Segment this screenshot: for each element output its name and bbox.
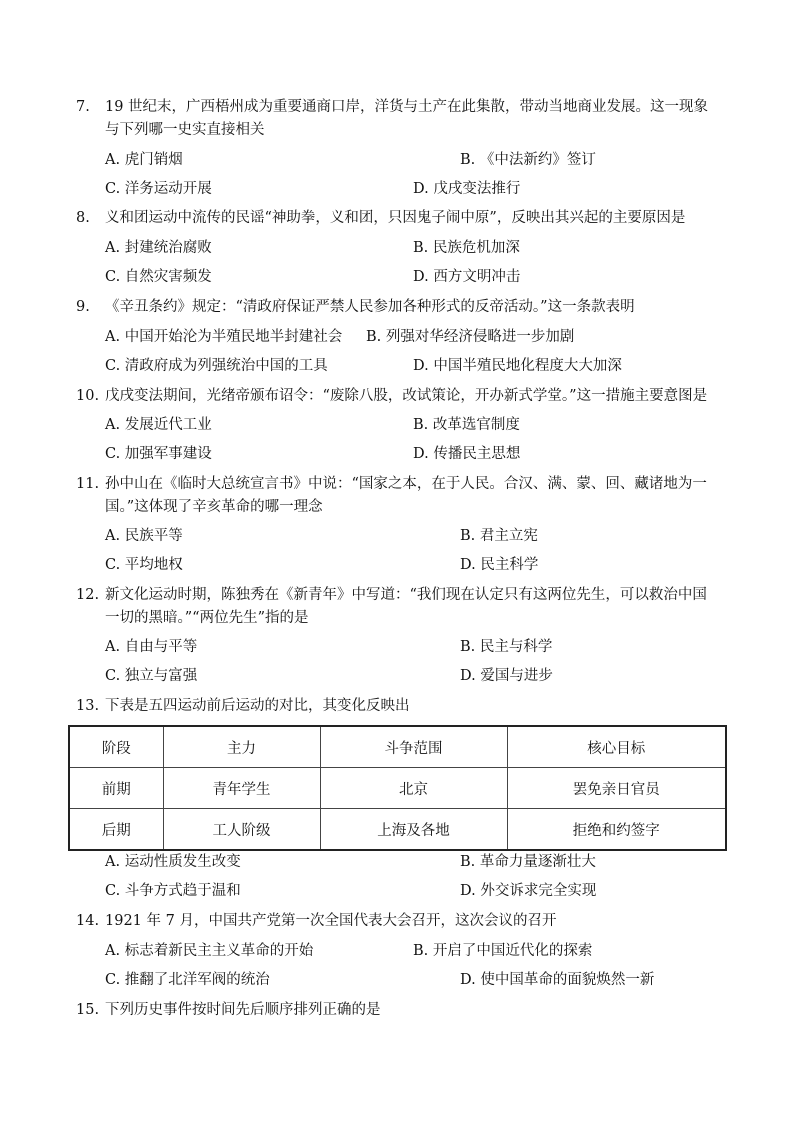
option-c: C. 加强军事建设 [105,446,212,462]
option-c: C. 斗争方式趋于温和 [105,883,241,899]
option-b: B. 列强对华经济侵略进一步加剧 [366,329,575,345]
option-b: B. 改革选官制度 [413,417,520,433]
question-number: 8. [76,210,90,226]
comparison-table [68,725,727,851]
option-a: A. 标志着新民主主义革命的开始 [105,943,314,959]
option-d: D. 民主科学 [460,557,539,573]
table-cell: 青年学生 [163,768,320,809]
option-c: C. 平均地权 [105,557,183,573]
option-c: C. 清政府成为列强统治中国的工具 [105,358,328,374]
question-number: 15. [76,1002,100,1018]
table-cell: 前期 [69,768,163,809]
question-stem-continued: 国。”这体现了辛亥革命的哪一理念 [105,499,323,515]
table-cell: 上海及各地 [320,809,507,851]
option-a: A. 民族平等 [105,528,183,544]
question-stem: 1921 年 7 月，中国共产党第一次全国代表大会召开，这次会议的召开 [105,913,557,929]
table-cell: 工人阶级 [163,809,320,851]
option-a: A. 发展近代工业 [105,417,212,433]
question-number: 10. [76,388,100,404]
table-row [69,809,726,851]
question-stem: 19 世纪末，广西梧州成为重要通商口岸，洋货与土产在此集散，带动当地商业发展。这一现象 [105,99,709,115]
table-cell: 北京 [320,768,507,809]
option-b: B. 君主立宪 [460,528,538,544]
question-stem: 下列历史事件按时间先后顺序排列正确的是 [105,1002,381,1018]
option-c: C. 独立与富强 [105,668,198,684]
question-number: 9. [76,299,90,315]
table-header-cell: 主力 [163,726,320,768]
option-b: B. 开启了中国近代化的探索 [413,943,593,959]
option-c: C. 洋务运动开展 [105,181,212,197]
question-number: 11. [76,476,100,492]
option-a: A. 封建统治腐败 [105,240,212,256]
question-stem-continued: 与下列哪一史实直接相关 [105,122,265,138]
table-header-row [69,726,726,768]
option-a: A. 虎门销烟 [105,152,183,168]
table-header-cell: 斗争范围 [320,726,507,768]
question-number: 14. [76,913,100,929]
option-d: D. 外交诉求完全实现 [460,883,597,899]
question-stem: 义和团运动中流传的民谣“神助拳，义和团，只因鬼子闹中原”，反映出其兴起的主要原因是 [105,210,686,226]
option-c: C. 自然灾害频发 [105,269,212,285]
question-stem-continued: 一切的黑暗。”“两位先生”指的是 [105,610,309,626]
table-header-cell: 阶段 [69,726,163,768]
option-a: A. 运动性质发生改变 [105,854,241,870]
option-d: D. 使中国革命的面貌焕然一新 [460,972,655,988]
question-stem: 《辛丑条约》规定：“清政府保证严禁人民参加各种形式的反帝活动。”这一条款表明 [105,299,635,315]
question-number: 12. [76,587,100,603]
question-stem: 新文化运动时期，陈独秀在《新青年》中写道：“我们现在认定只有这两位先生，可以救治中国 [105,587,707,603]
question-number: 7. [76,99,90,115]
option-d: D. 中国半殖民地化程度大大加深 [413,358,622,374]
table-header-cell: 核心目标 [507,726,726,768]
option-d: D. 传播民主思想 [413,446,521,462]
table-row [69,768,726,809]
option-a: A. 自由与平等 [105,639,198,655]
option-b: B. 《中法新约》签订 [460,152,596,168]
question-stem: 戊戌变法期间，光绪帝颁布诏令：“废除八股，改试策论，开办新式学堂。”这一措施主要意图是 [105,388,708,404]
option-d: D. 戊戌变法推行 [413,181,521,197]
option-d: D. 西方文明冲击 [413,269,521,285]
question-stem: 孙中山在《临时大总统宣言书》中说：“国家之本，在于人民。合汉、满、蒙、回、藏诸地为一 [105,476,707,492]
option-b: B. 革命力量逐渐壮大 [460,854,596,870]
table-cell: 罢免亲日官员 [507,768,726,809]
table-cell: 拒绝和约签字 [507,809,726,851]
option-b: B. 民主与科学 [460,639,553,655]
question-stem: 下表是五四运动前后运动的对比，其变化反映出 [105,698,410,714]
table-cell: 后期 [69,809,163,851]
question-number: 13. [76,698,100,714]
option-b: B. 民族危机加深 [413,240,520,256]
option-d: D. 爱国与进步 [460,668,553,684]
option-c: C. 推翻了北洋军阀的统治 [105,972,270,988]
option-a: A. 中国开始沦为半殖民地半封建社会 [105,329,343,345]
